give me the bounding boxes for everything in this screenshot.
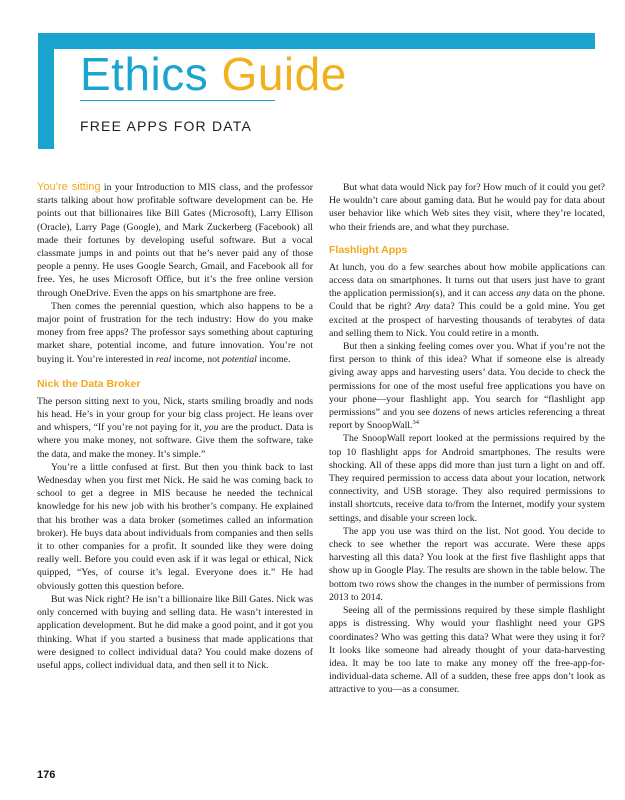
text-run: data? This could be a gold mine. You get excited at the prospect of harvesting thousands of terabytes of data and selling them to Nick. You could retire in a month. (329, 301, 606, 339)
paragraph-what-data: But what data would Nick pay for? How much of it could you get? He wouldn’t care about gaming data. But he would pay for data about user behavior like which Web sites they visit, where they’re located, who their friends are, and what they purchase. (329, 182, 605, 233)
paragraph-distressing: Seeing all of the permissions required by these simple flashlight apps is distressing. Why would your flashlight need your GPS coordinates? Who was getting this data? What were they using it for? It looks like someone had already thought of your data-harvesting idea. It may be too late to make any money off the free-app-for-individual-data scheme. All of a sudden, these free apps don’t look as attractive to you—as a consumer. (329, 605, 605, 696)
text-run: The person sitting next to you, Nick, starts smiling broadly and nods his head. He’s in your group for your big class project. He leans over and whispers, “If you’re not paying for it, (37, 395, 313, 434)
text-run: data on the phone. Could that be right? (329, 288, 606, 313)
paragraph-free-apps-question (37, 300, 313, 366)
emphasis-any: any (516, 288, 531, 300)
header-bracket-horizontal (38, 33, 595, 49)
title-underline (80, 100, 275, 101)
emphasis-potential: potential (222, 353, 257, 365)
page-number: 176 (37, 769, 56, 781)
title-word-ethics: Ethics (80, 48, 209, 100)
paragraph-app-third: The app you use was third on the list. Not good. You decide to check to see whether the report was accurate. Were these apps harvesting all this data? You look at the first five flashlight apps that show up in Google Play. The results are shown in the table below. The bottom two rows show the changes in the number of permissions from 2013 to 2014. (329, 525, 605, 603)
intro-text: in your Introduction to MIS class, and the professor starts talking about how profitable software development can be. He points out that billionaires like Bill Gates (Microsoft), Larry Ellison (Oracle), Larry Page (Google), and Mark Zuckerberg (Facebook) all made their fortunes by developing useful software. But a vocal classmate jumps in and points out that he’s never paid any of those people a penny. He uses Google Search, Gmail, and Facebook all for free. Yes, he uses Microsoft Office, but it’s the free online version through OneDrive. Even the apps on his smartphone are free. (37, 182, 313, 299)
text-run: income, not (171, 353, 223, 365)
page-title (80, 50, 347, 98)
intro-paragraph (37, 181, 313, 300)
text-run: are the product. Data is where you make money, not software. Give them the software, take the data, and make the money. It’s simple.” (37, 422, 313, 460)
text-run: Then comes the perennial question, which also happens to be a major point of frustration for the tech industry: How do you make money from free apps? The professor says something about capturing market share, potential income, and future innovation. You’re not buying it. You’re interested in (37, 300, 313, 365)
emphasis-you: you (204, 422, 219, 434)
paragraph-data-broker: You’re a little confused at first. But then you think back to last Wednesday when you first met Nick. He said he was coming back to school to get a degree in MIS because he needed the technical knowledge for his new job with his brother’s company. He explained that his brother was a data broker (sometimes called an information broker). He buys data about individuals from companies and then sells it to other companies for a profit. It sounded like they were doing really well. Before you could even ask if it was legal or ethical, Nick quipped, “Yes, of course it’s legal. Everyone does it.” He had obviously gotten this question before. (37, 461, 313, 592)
paragraph-snoopwall-report: The SnoopWall report looked at the permissions required by the top 10 flashlight apps for Android smartphones. The results were shocking. All of these apps did more than just turn a light on and off. They required permission to access data about your location, network connectivity, and USB storage. They also required permissions to install shortcuts, receive data to/from the Internet, modify your system settings, and disable your screen lock. (329, 433, 605, 524)
emphasis-any: Any (415, 301, 431, 313)
emphasis-real: real (155, 353, 172, 365)
footnote-marker: 34 (412, 419, 419, 426)
text-run: But then a sinking feeling comes over you. What if you’re not the first person to think of this idea? What if someone else is already giving away apps and harvesting users’ data. You decide to check the permissions for one of the most useful free applications you have on your phone—your flashlight app. You search for “flashlight app permissions” and you see dozens of news articles referencing a threat report by SnoopWall. (329, 341, 605, 432)
text-run: At lunch, you do a few searches about how mobile applications can access data on smartphones. It turns out that users just have to grant the application permission(s), and it can access (329, 261, 605, 300)
page-subtitle: FREE APPS FOR DATA (80, 118, 252, 134)
left-column (37, 181, 313, 672)
paragraph-sinking-feeling (329, 340, 605, 432)
text-run: income. (256, 353, 291, 365)
header-bracket-vertical (38, 33, 54, 149)
intro-lead-in: You’re sitting (37, 181, 101, 193)
paragraph-nick-intro (37, 395, 313, 461)
paragraph-lunch-searches (329, 261, 605, 340)
section-heading-flashlight: Flashlight Apps (329, 243, 408, 256)
right-column (329, 181, 605, 697)
title-word-guide: Guide (221, 48, 347, 100)
paragraph-nick-right: But was Nick right? He isn’t a billionaire like Bill Gates. Nick was only concerned with buying and selling data. He wasn’t interested in application development. But he did make a good point, and it got you thinking. What if you started a business that made applications that were designed to collect individual data? You could make dozens of useful apps, collect individual data, and then sell it to Nick. (37, 593, 313, 671)
section-heading-nick: Nick the Data Broker (37, 377, 141, 390)
